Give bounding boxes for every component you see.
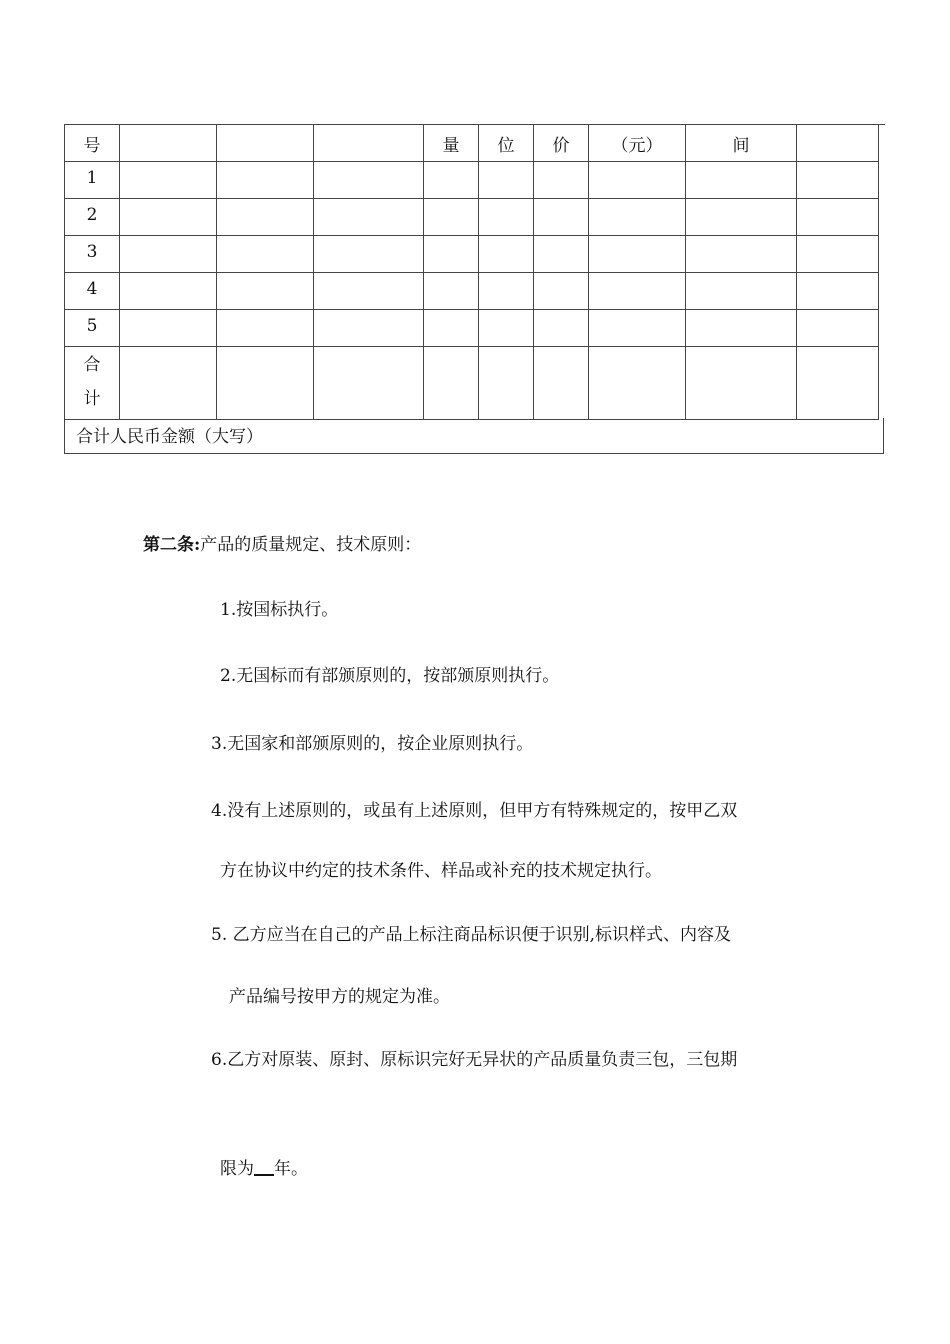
header-cell: [797, 125, 879, 162]
table-cell: [314, 236, 424, 273]
subtotal-label-line1: 合: [83, 355, 101, 375]
table-cell: [589, 199, 686, 236]
table-cell: [120, 199, 217, 236]
table-cell: [479, 310, 534, 347]
table-cell: [314, 162, 424, 199]
table-cell: [534, 199, 589, 236]
table-cell: [120, 236, 217, 273]
table-cell: [314, 273, 424, 310]
article2-item-4-cont: 方在协议中约定的技术条件、样品或补充的技术规定执行。: [220, 861, 662, 881]
table-cell: [424, 273, 479, 310]
term-years-blank[interactable]: [254, 1156, 274, 1176]
table-cell: [534, 347, 589, 420]
header-cell: [120, 125, 217, 162]
article2-item-4: 4.没有上述原则的，或虽有上述原则，但甲方有特殊规定的，按甲乙双: [211, 801, 738, 821]
table-cell: [217, 273, 314, 310]
row-number-cell: 4: [65, 273, 120, 310]
table-cell: [120, 273, 217, 310]
table-row: [65, 273, 879, 310]
table-cell: [589, 273, 686, 310]
article2-heading-text: 产品的质量规定、技术原则：: [200, 535, 422, 555]
article2-item-6-cont: [220, 1154, 308, 1179]
table-cell: [217, 347, 314, 420]
table-cell: [534, 236, 589, 273]
article2-item-5-cont: 产品编号按甲方的规定为准。: [229, 987, 450, 1007]
table-cell: [120, 310, 217, 347]
header-cell: 价: [534, 125, 589, 162]
header-cell: 位: [479, 125, 534, 162]
table-cell: [120, 347, 217, 420]
table-cell: [424, 162, 479, 199]
table-cell: [479, 236, 534, 273]
total-amount-row: [64, 418, 884, 454]
table-cell: [797, 347, 879, 420]
term-prefix: 限为: [220, 1159, 254, 1179]
table-cell: [424, 236, 479, 273]
article2-item-5: 5. 乙方应当在自己的产品上标注商品标识便于识别,标识样式、内容及: [211, 925, 732, 945]
article2-heading-line: [143, 530, 421, 555]
table-row: [65, 236, 879, 273]
header-cell: [314, 125, 424, 162]
table-row: [65, 310, 879, 347]
total-amount-label: 合计人民币金额（大写）: [76, 427, 263, 447]
table-cell: [424, 199, 479, 236]
row-number-cell: 3: [65, 236, 120, 273]
row-number-cell: 2: [65, 199, 120, 236]
table-cell: [686, 273, 797, 310]
table-cell: [534, 310, 589, 347]
table-cell: [797, 273, 879, 310]
table-cell: [217, 310, 314, 347]
article2-item-3: 3.无国家和部颁原则的，按企业原则执行。: [211, 734, 534, 754]
table-border-tick: [877, 124, 885, 125]
table-row: [65, 162, 879, 199]
article2-item-6: 6.乙方对原装、原封、原标识完好无异状的产品质量负责三包，三包期: [211, 1050, 738, 1070]
table-cell: [217, 199, 314, 236]
subtotal-label-line2: 计: [83, 389, 101, 409]
term-suffix: 年。: [274, 1159, 308, 1179]
header-cell: [217, 125, 314, 162]
table-cell: [686, 162, 797, 199]
subtotal-row: [65, 347, 879, 420]
table-cell: [686, 347, 797, 420]
table-cell: [314, 347, 424, 420]
table-cell: [797, 310, 879, 347]
table-cell: [314, 199, 424, 236]
table-cell: [120, 162, 217, 199]
table-cell: [797, 199, 879, 236]
table-cell: [534, 162, 589, 199]
row-number-cell: 1: [65, 162, 120, 199]
goods-table: [64, 124, 879, 420]
table-cell: [479, 199, 534, 236]
table-cell: [797, 162, 879, 199]
table-cell: [589, 347, 686, 420]
table-cell: [314, 310, 424, 347]
table-cell: [479, 162, 534, 199]
table-cell: [424, 347, 479, 420]
table-cell: [686, 199, 797, 236]
table-cell: [479, 273, 534, 310]
subtotal-label-cell: [65, 347, 120, 420]
table-cell: [534, 273, 589, 310]
table-cell: [589, 162, 686, 199]
table-cell: [217, 236, 314, 273]
table-cell: [479, 347, 534, 420]
table-header-row: [65, 125, 879, 162]
table-cell: [686, 236, 797, 273]
table-cell: [686, 310, 797, 347]
row-number-cell: 5: [65, 310, 120, 347]
header-cell: 间: [686, 125, 797, 162]
article2-item-2: 2.无国标而有部颁原则的，按部颁原则执行。: [220, 666, 560, 686]
table-cell: [424, 310, 479, 347]
article2-item-1: 1.按国标执行。: [220, 600, 339, 620]
table-row: [65, 199, 879, 236]
table-cell: [217, 162, 314, 199]
header-cell: 号: [65, 125, 120, 162]
header-cell: 量: [424, 125, 479, 162]
table-cell: [589, 310, 686, 347]
table-cell: [797, 236, 879, 273]
article2-heading: 第二条:: [143, 535, 201, 555]
header-cell: （元）: [589, 125, 686, 162]
table-cell: [589, 236, 686, 273]
